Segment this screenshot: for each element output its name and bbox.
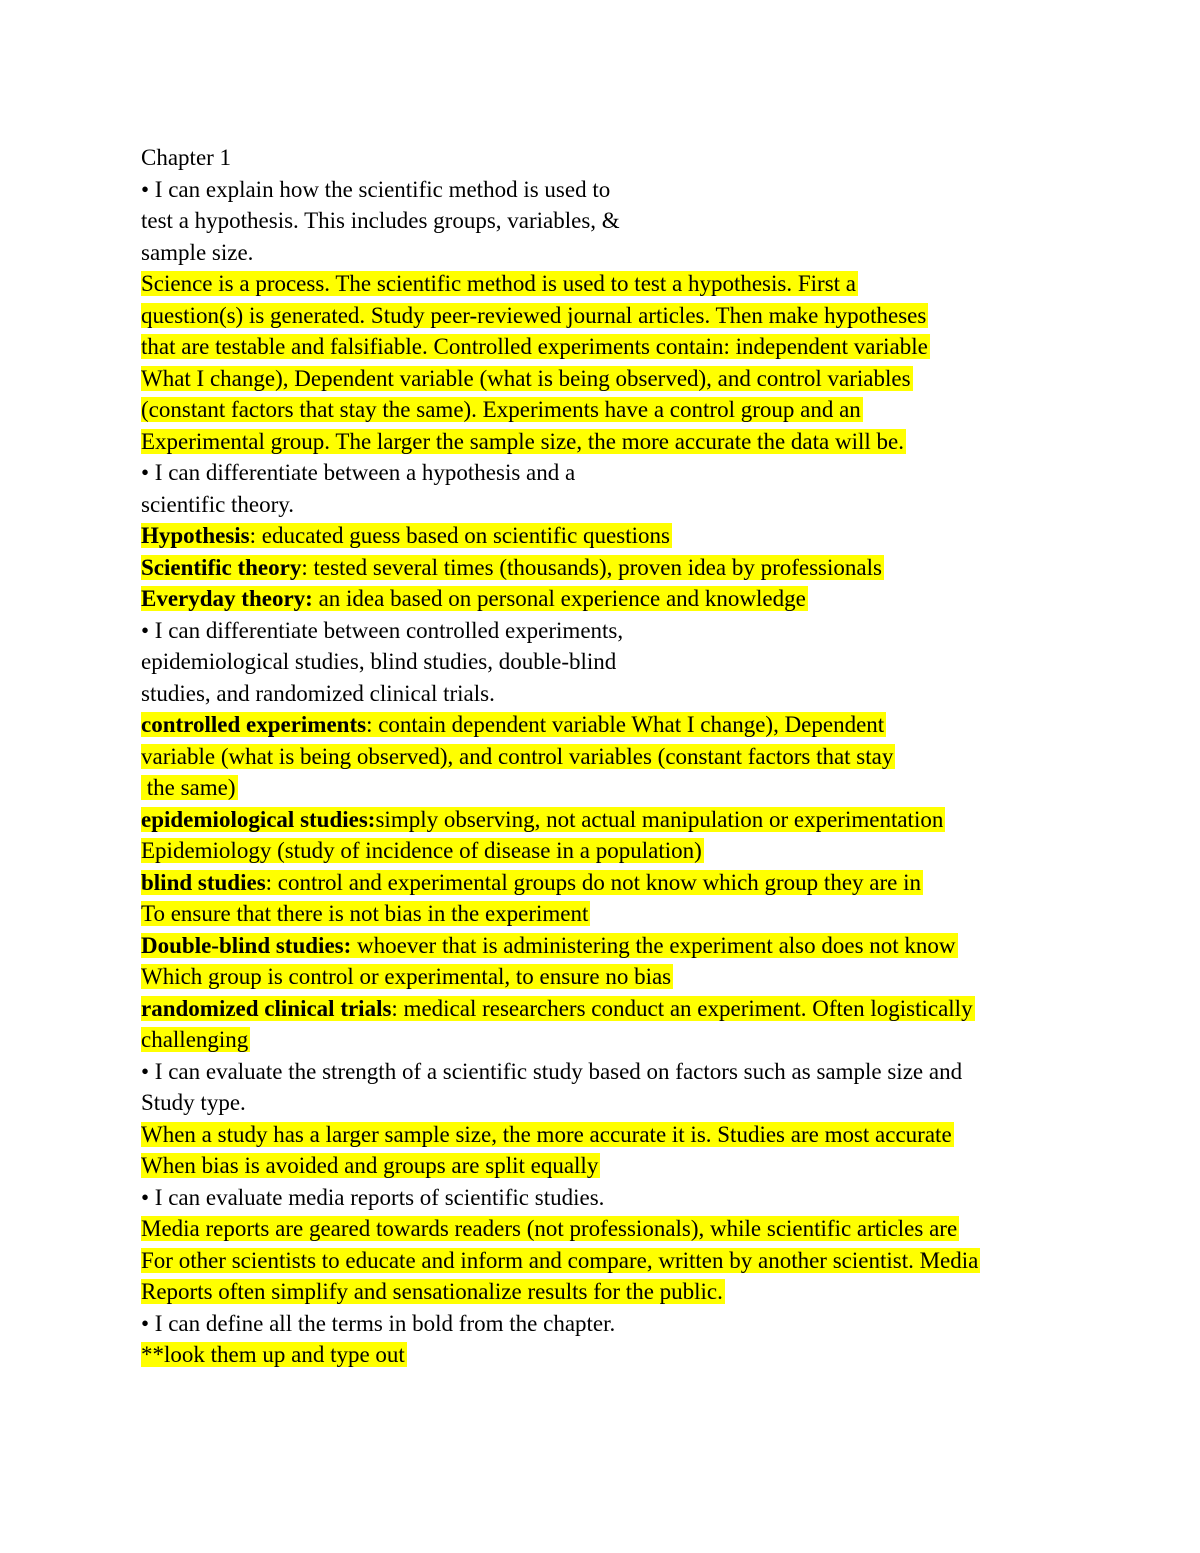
line-text-content: When bias is avoided and groups are split equally (141, 1153, 599, 1178)
line-text (141, 1090, 246, 1115)
highlighted-text (141, 303, 928, 328)
answer-4-line-1 (141, 1119, 1151, 1151)
highlighted-text (141, 807, 945, 832)
line-text (141, 1311, 615, 1336)
objective-2-line-2 (141, 489, 1151, 521)
answer-1-line-4 (141, 363, 1151, 395)
objective-5-line-1 (141, 1182, 1151, 1214)
highlighted-text (141, 933, 958, 958)
line-text-content: Experimental group. The larger the sample size, the more accurate the data will be. (141, 428, 904, 454)
answer-5-line-3 (141, 1276, 1151, 1308)
highlighted-text (141, 1342, 407, 1367)
line-text-content: Media reports are geared towards readers (not professionals), while scientific articles are (141, 1216, 958, 1241)
objective-6-line-1 (141, 1308, 1151, 1340)
line-text-content: • I can explain how the scientific method is used to (141, 176, 611, 202)
line-text-content: simply observing, not actual manipulation or experimentation (375, 806, 944, 832)
objective-4-line-2 (141, 1087, 1151, 1119)
definition-scientific-theory (141, 552, 1151, 584)
objective-1-line-3 (141, 237, 1151, 269)
definition-controlled-experiments (141, 709, 1151, 741)
line-text-content: Epidemiology (study of incidence of disease in a population) (141, 838, 702, 863)
definition-randomized-clinical-trials-cont (141, 1024, 1151, 1056)
objective-3-line-3 (141, 678, 1151, 710)
highlighted-text (141, 1122, 954, 1147)
line-text-content: Study type. (141, 1090, 246, 1115)
line-text-content: • I can differentiate between a hypothesis and a (141, 460, 576, 485)
line-text (141, 177, 610, 202)
line-text (141, 460, 575, 485)
line-text-content: • I can differentiate between controlled experiments, (141, 617, 624, 643)
definition-hypothesis (141, 520, 1151, 552)
bold-term: epidemiological studies: (141, 806, 376, 832)
line-text-content: scientific theory. (141, 491, 295, 517)
line-text-content: : educated guess based on scientific questions (249, 523, 670, 548)
answer-1-line-6 (141, 426, 1151, 458)
objective-2-line-1 (141, 457, 1151, 489)
bold-term: Hypothesis (141, 523, 250, 548)
line-text-content: studies, and randomized clinical trials. (141, 680, 495, 706)
document-body (141, 142, 1151, 1371)
line-text-content: challenging (141, 1027, 249, 1052)
answer-6-line-1 (141, 1339, 1151, 1371)
line-text (141, 649, 616, 674)
line-text-content: • I can evaluate media reports of scientific studies. (141, 1184, 605, 1210)
bold-term: controlled experiments (141, 712, 367, 737)
line-text (141, 681, 495, 706)
highlighted-text (141, 1279, 725, 1304)
line-text-content: that are testable and falsifiable. Controlled experiments contain: independent variable (141, 334, 928, 359)
highlighted-text (141, 1153, 600, 1178)
highlighted-text (141, 523, 672, 548)
definition-randomized-clinical-trials (141, 993, 1151, 1025)
bold-term: Scientific theory (141, 554, 302, 580)
answer-1-line-1 (141, 268, 1151, 300)
answer-1-line-5 (141, 394, 1151, 426)
objective-3-line-1 (141, 615, 1151, 647)
definition-controlled-experiments-cont-2 (141, 772, 1151, 804)
highlighted-text (141, 901, 590, 926)
highlighted-text (141, 1248, 980, 1273)
line-text-content: • I can define all the terms in bold from the chapter. (141, 1310, 616, 1336)
line-text-content: : tested several times (thousands), proven idea by professionals (301, 554, 882, 580)
answer-5-line-2 (141, 1245, 1151, 1277)
definition-epidemiological-studies-cont (141, 835, 1151, 867)
highlighted-text (141, 271, 858, 296)
answer-1-line-2 (141, 300, 1151, 332)
bold-term: blind studies (141, 869, 266, 895)
line-text (141, 240, 253, 265)
bold-term: randomized clinical trials (141, 995, 392, 1021)
highlighted-text (141, 586, 808, 611)
highlighted-text (141, 1216, 959, 1241)
answer-5-line-1 (141, 1213, 1151, 1245)
highlighted-text (141, 996, 975, 1021)
line-text-content: What I change), Dependent variable (what is being observed), and control variables (141, 365, 911, 391)
line-text-content: **look them up and type out (141, 1342, 405, 1367)
line-text-content: sample size. (141, 239, 254, 265)
line-text-content: Which group is control or experimental, to ensure no bias (141, 964, 672, 989)
definition-epidemiological-studies (141, 804, 1151, 836)
line-text-content: • I can evaluate the strength of a scientific study based on factors such as sample size and (141, 1058, 963, 1084)
highlighted-text (141, 712, 886, 737)
definition-everyday-theory (141, 583, 1151, 615)
line-text-content: : control and experimental groups do not know which group they are in (265, 869, 921, 895)
line-text-content: Science is a process. The scientific method is used to test a hypothesis. First a (141, 271, 856, 296)
line-text-content: : medical researchers conduct an experiment. Often logistically (391, 995, 973, 1021)
line-text-content: epidemiological studies, blind studies, double-blind (141, 649, 617, 674)
objective-1-line-1 (141, 174, 1151, 206)
line-text-content: variable (what is being observed), and control variables (constant factors that stay (141, 743, 894, 769)
line-text (141, 492, 294, 517)
answer-4-line-2 (141, 1150, 1151, 1182)
highlighted-text (141, 1027, 250, 1052)
line-text-content: an idea based on personal experience and knowledge (312, 586, 806, 611)
line-text-content: whoever that is administering the experiment also does not know (351, 932, 956, 958)
highlighted-text (141, 429, 906, 454)
highlighted-text (141, 366, 913, 391)
line-text-content: : contain dependent variable What I change), Dependent (366, 712, 885, 737)
highlighted-text (141, 838, 704, 863)
line-text-content: For other scientists to educate and inform and compare, written by another scientist. Media (141, 1247, 979, 1273)
line-text (141, 1185, 604, 1210)
highlighted-text (141, 397, 863, 422)
highlighted-text (141, 744, 895, 769)
definition-double-blind-studies (141, 930, 1151, 962)
highlighted-text (141, 334, 930, 359)
highlighted-text (141, 964, 673, 989)
highlighted-text (141, 555, 884, 580)
objective-3-line-2 (141, 646, 1151, 678)
line-text-content: When a study has a larger sample size, the more accurate it is. Studies are most accurate (141, 1121, 952, 1147)
highlighted-text (141, 870, 923, 895)
line-text-content: question(s) is generated. Study peer-reviewed journal articles. Then make hypotheses (141, 302, 927, 328)
line-text-content: Reports often simplify and sensationalize results for the public. (141, 1279, 723, 1304)
line-text (141, 208, 620, 233)
bold-term: Everyday theory: (141, 586, 313, 611)
highlighted-text (141, 775, 238, 800)
line-text (141, 618, 623, 643)
line-text-content: To ensure that there is not bias in the experiment (141, 901, 589, 926)
chapter-title: Chapter 1 (141, 145, 232, 170)
objective-1-line-2 (141, 205, 1151, 237)
definition-controlled-experiments-cont-1 (141, 741, 1151, 773)
definition-double-blind-studies-cont (141, 961, 1151, 993)
bold-term: Double-blind studies: (141, 932, 352, 958)
line-text-content: the same) (141, 775, 236, 800)
answer-1-line-3 (141, 331, 1151, 363)
line-text-content: test a hypothesis. This includes groups, variables, & (141, 208, 620, 233)
definition-blind-studies-cont (141, 898, 1151, 930)
definition-blind-studies (141, 867, 1151, 899)
line-text-content: (constant factors that stay the same). Experiments have a control group and an (141, 397, 861, 422)
line-text (141, 1059, 962, 1084)
document-lines (141, 174, 1151, 1371)
objective-4-line-1 (141, 1056, 1151, 1088)
